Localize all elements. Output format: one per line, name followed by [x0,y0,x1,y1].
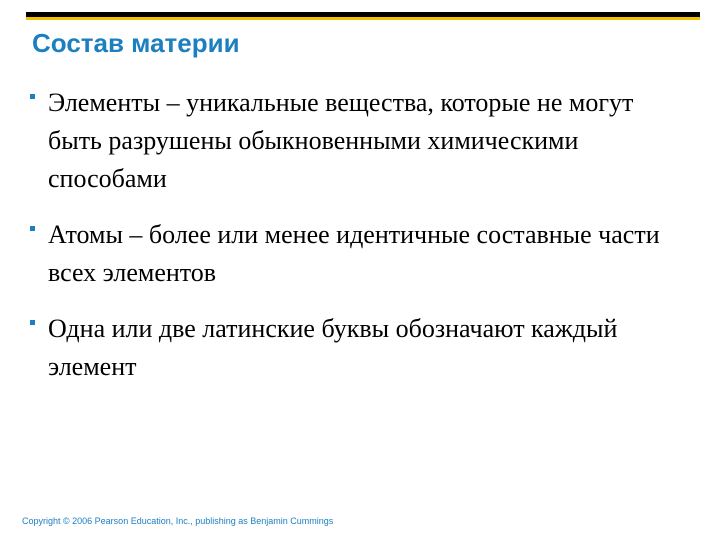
square-bullet-icon [30,226,35,231]
square-bullet-icon [30,320,35,325]
bullet-text: Атомы – более или менее идентичные составные части всех элементов [48,220,660,287]
square-bullet-icon [30,94,35,99]
header-rule [26,12,700,20]
bullet-item [30,84,690,198]
bullet-list [30,84,690,404]
bullet-item [30,310,690,386]
bullet-item [30,216,690,292]
bullet-text: Одна или две латинские буквы обозначают каждый элемент [48,314,618,381]
slide-title: Состав материи [32,28,240,58]
bullet-text: Элементы – уникальные вещества, которые не могут быть разрушены обыкновенными химическими способами [48,88,634,193]
copyright-footer: Copyright © 2006 Pearson Education, Inc., publishing as Benjamin Cummings [22,516,334,526]
header-rule-highlight [26,17,700,20]
